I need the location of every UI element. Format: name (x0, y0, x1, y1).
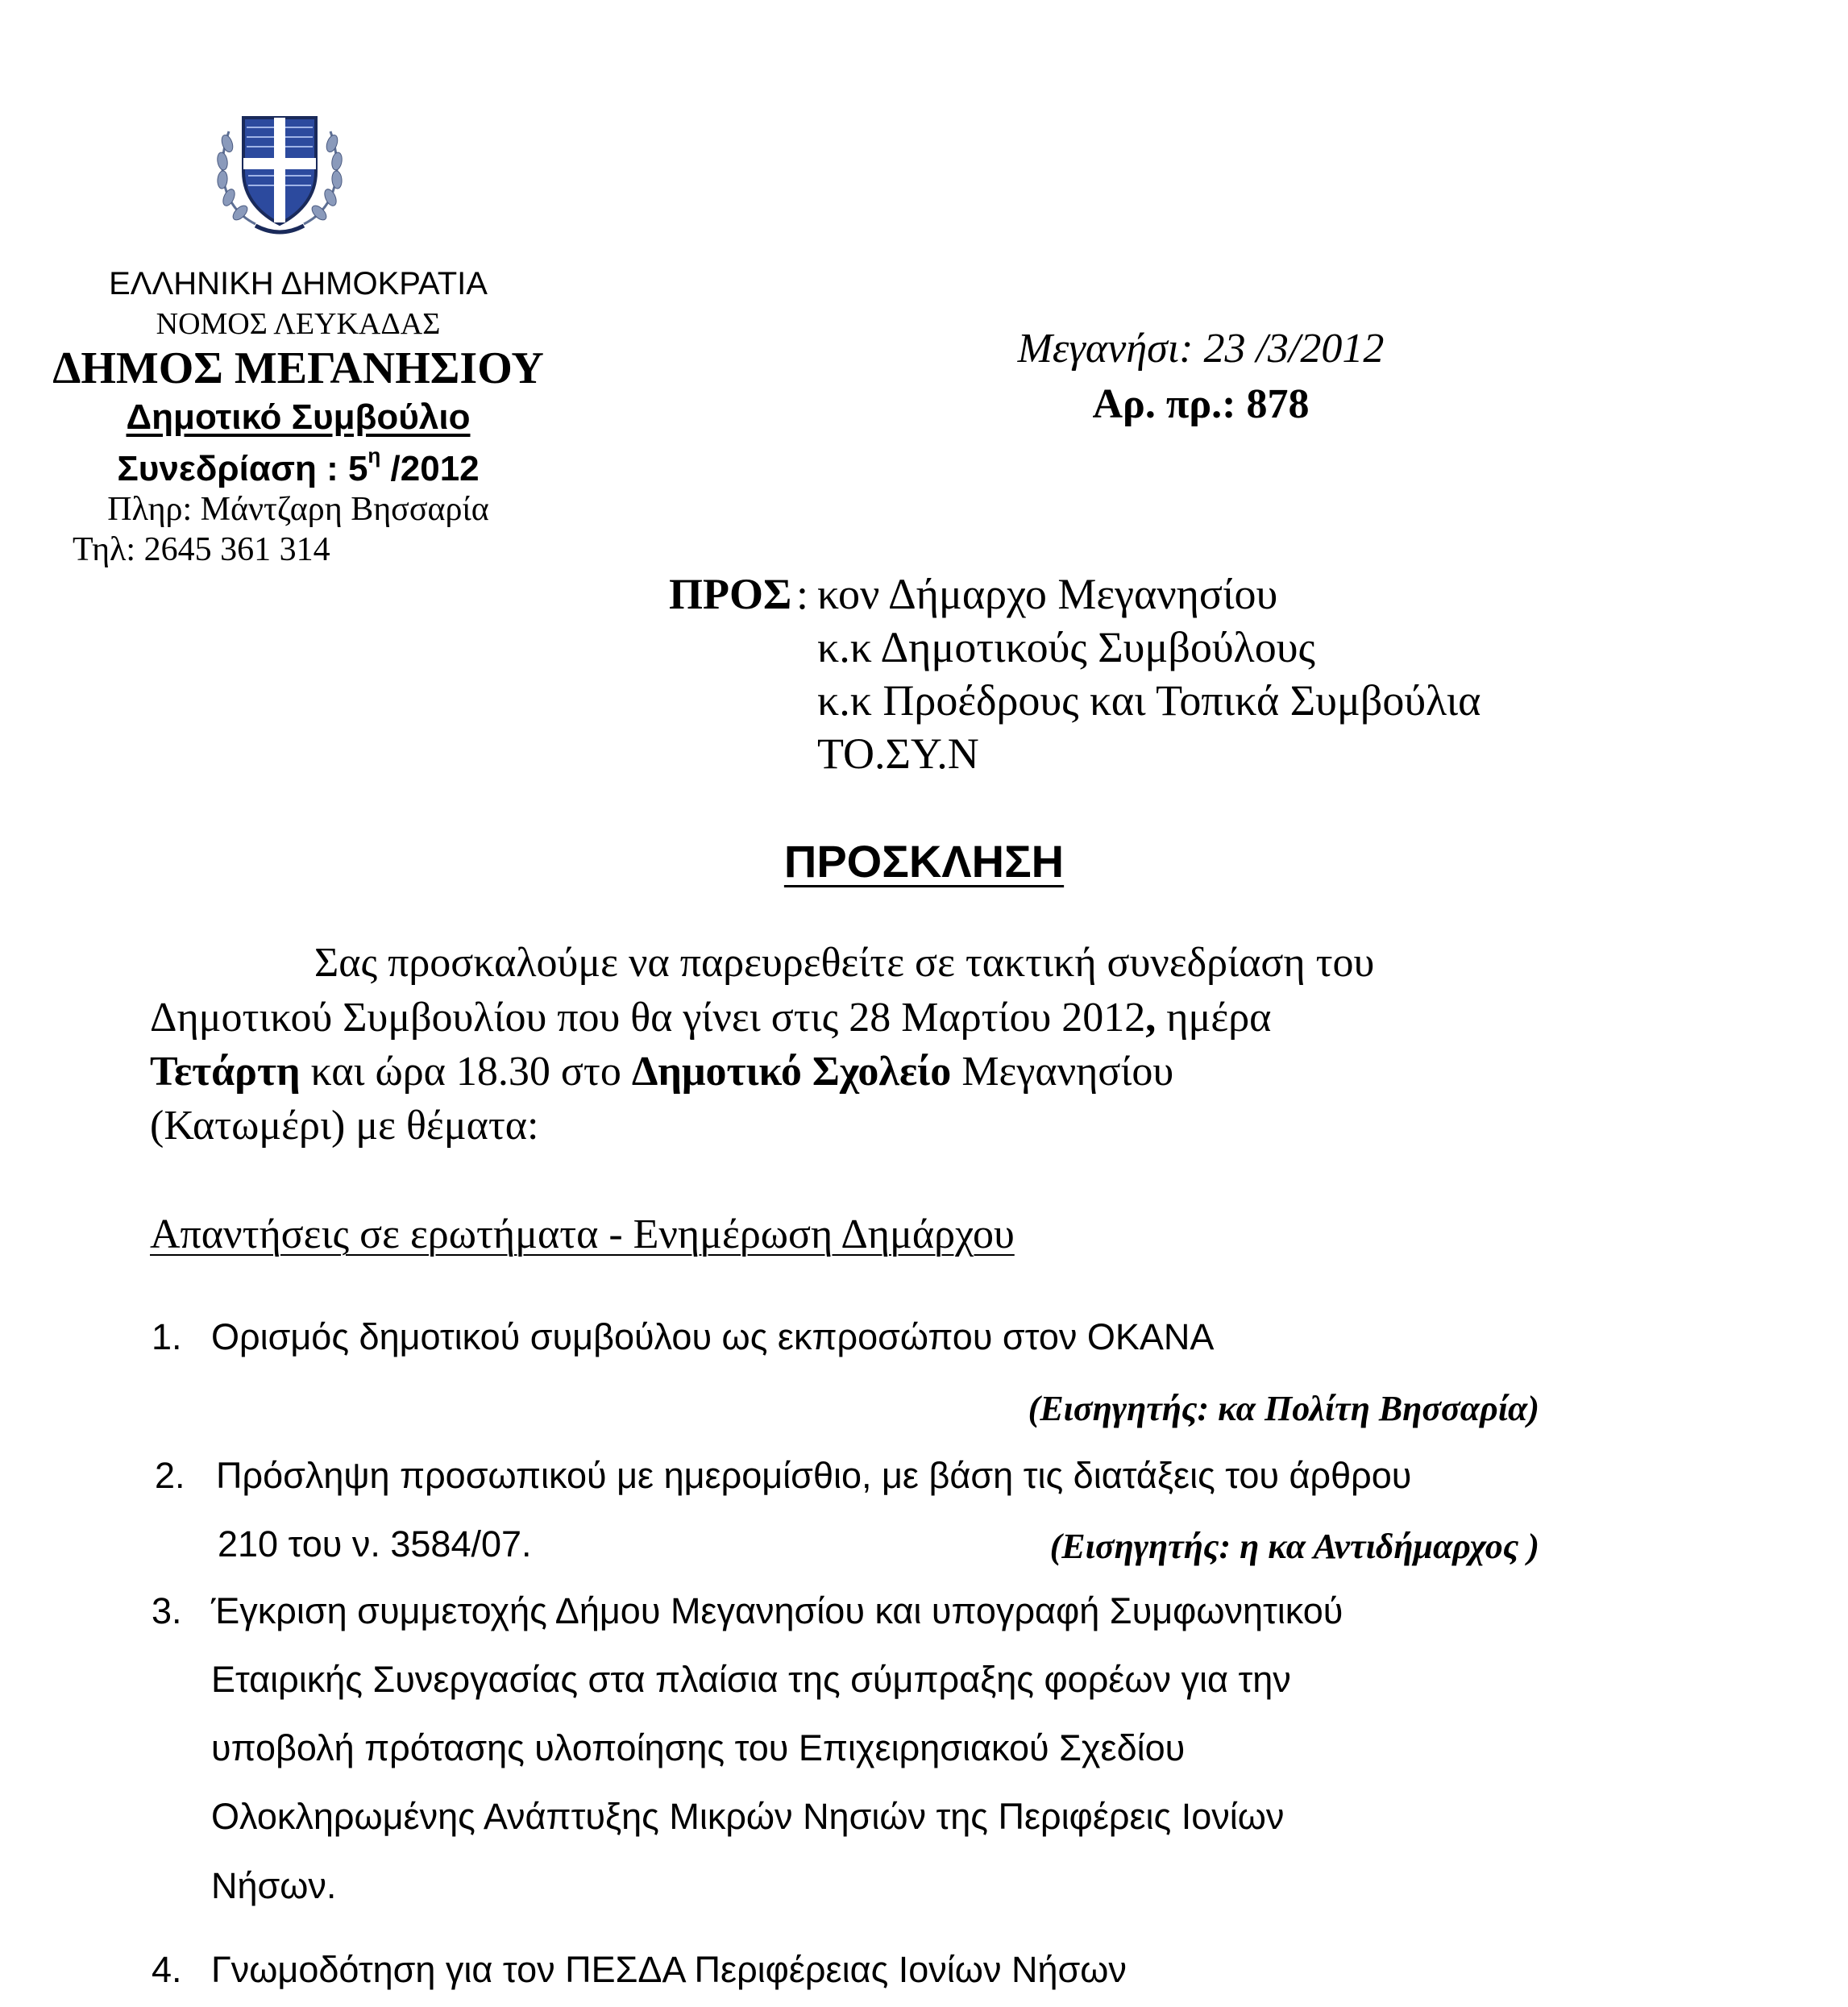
meeting-day: Τετάρτη (150, 1049, 301, 1095)
agenda-item-number: 3. (152, 1590, 182, 1631)
agenda-item-number: 1. (152, 1316, 182, 1357)
agenda-item-text: 210 του ν. 3584/07. (218, 1523, 532, 1564)
body-line (150, 1048, 1173, 1095)
header-municipality: ΔΗΜΟΣ ΜΕΓΑΝΗΣΙΟΥ (52, 343, 544, 393)
header-contact: Πληρ: Μάντζαρη Βησσαρία (107, 491, 489, 528)
header-country: ΕΛΛΗΝΙΚΗ ΔΗΜΟΚΡΑΤΙΑ (109, 266, 488, 301)
body-text: Δημοτικού Συμβουλίου που θα γίνει στις 28 Μαρτίου 2012 (150, 995, 1146, 1041)
document-date: Μεγανήσι: 23 /3/2012 (1017, 326, 1385, 372)
protocol-number: Αρ. πρ.: 878 (1092, 381, 1310, 427)
body-line: (Κατωμέρι) με θέματα: (150, 1103, 539, 1149)
agenda-item-text: Ολοκληρωμένης Ανάπτυξης Μικρών Νησιών της Περιφέρεις Ιονίων (211, 1796, 1285, 1837)
body-text: και ώρα 18.30 στο (300, 1049, 632, 1095)
document-title (0, 835, 1848, 887)
section-heading (150, 1211, 1015, 1258)
header-session (48, 443, 548, 489)
body-text-bold: , (1145, 995, 1157, 1041)
header-phone: Τηλ: 2645 361 314 (73, 531, 330, 568)
agenda-item-text: Έγκριση συμμετοχής Δήμου Μεγανησίου και υπογραφή Συμφωνητικού (211, 1590, 1343, 1631)
agenda-item-text: Νήσων. (211, 1865, 337, 1906)
agenda-item-text: Γνωμοδότηση για τον ΠΕΣΔΑ Περιφέρειας Ιονίων Νήσων (211, 1949, 1127, 1990)
recipient-line: ΤΟ.ΣΥ.Ν (817, 729, 979, 778)
agenda-item-text: υποβολή πρότασης υλοποίησης του Επιχειρησιακού Σχεδίου (211, 1727, 1186, 1768)
body-text: Μεγανησίου (951, 1049, 1174, 1095)
session-suffix: /2012 (380, 449, 480, 488)
header-prefecture: ΝΟΜΟΣ ΛΕΥΚΑΔΑΣ (156, 307, 441, 341)
recipients-colon: : (796, 570, 809, 618)
session-sup: η (368, 443, 381, 467)
section-heading-text: Απαντήσεις σε ερωτήματα - Ενημέρωση Δημάρχου (150, 1211, 1015, 1257)
agenda-item-text: Εταιρικής Συνεργασίας στα πλαίσια της σύμπραξης φορέων για την (211, 1659, 1291, 1700)
session-prefix: Συνεδρίαση : 5 (117, 449, 368, 488)
recipients-label: ΠΡΟΣ (669, 570, 792, 618)
agenda-item-text: Ορισμός δημοτικού συμβούλου ως εκπροσώπου στον ΟΚΑΝΑ (211, 1316, 1215, 1357)
body-text: ημέρα (1156, 995, 1272, 1041)
header-council (48, 397, 548, 438)
agenda-rapporteur: (Εισηγητής: η κα Αντιδήμαρχος ) (1049, 1527, 1539, 1566)
meeting-venue: Δημοτικό Σχολείο (631, 1049, 952, 1095)
recipient-line: κ.κ Προέδρους και Τοπικά Συμβούλια (817, 676, 1481, 725)
coat-of-arms-emblem (211, 95, 348, 240)
document-title-text: ΠΡΟΣΚΛΗΣΗ (783, 836, 1065, 887)
agenda-item-number: 4. (152, 1949, 182, 1990)
body-line: Σας προσκαλούμε να παρευρεθείτε σε τακτική συνεδρίαση του (314, 940, 1375, 986)
recipient-line: κ.κ Δημοτικούς Συμβούλους (817, 623, 1315, 671)
agenda-rapporteur: (Εισηγητής: κα Πολίτη Βησσαρία) (1028, 1389, 1539, 1428)
recipient-line: κον Δήμαρχο Μεγανησίου (817, 570, 1278, 618)
header-council-text: Δημοτικό Συμβούλιο (126, 397, 471, 437)
agenda-item-text: Πρόσληψη προσωπικού με ημερομίσθιο, με βάση τις διατάξεις του άρθρου (216, 1455, 1412, 1496)
body-line (150, 994, 1271, 1041)
agenda-item-number: 2. (155, 1455, 185, 1496)
